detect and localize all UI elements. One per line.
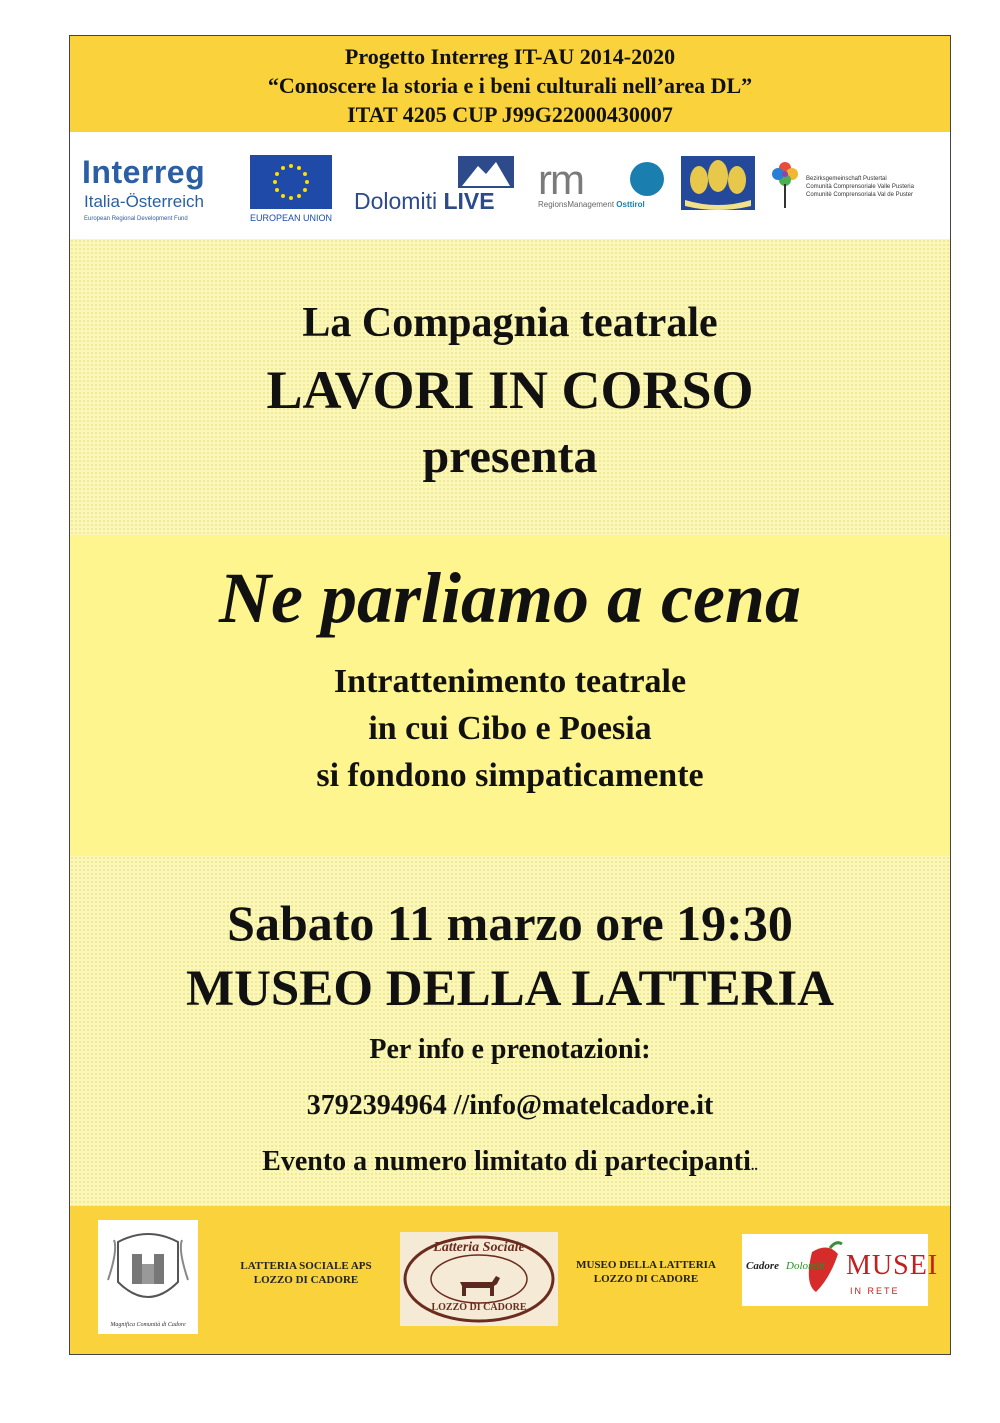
latteria-stamp-logo [400, 1232, 558, 1326]
company-name: LAVORI IN CORSO [266, 360, 754, 420]
show-tagline-2: in cui Cibo e Poesia [368, 710, 652, 747]
project-code: ITAT 4205 CUP J99G22000430007 [347, 102, 673, 127]
dolomiti-wordmark: Dolomiti [354, 188, 438, 214]
stamp-bottom-text: LOZZO DI CADORE [431, 1302, 527, 1313]
latteria-line-1: LATTERIA SOCIALE APS [240, 1260, 372, 1272]
bz-line-2: Comunità Comprensoriale Valle Pusteria [806, 184, 914, 190]
osttirol-badge-icon [630, 162, 664, 196]
project-header [70, 36, 950, 132]
show-section [70, 535, 950, 856]
musei-cadore: Cadore [746, 1260, 779, 1272]
latteria-sociale-label [230, 1259, 382, 1287]
bz-line-1: Bezirksgemeinschaft Pustertal [806, 176, 887, 182]
musei-in-rete: IN RETE [850, 1286, 900, 1296]
poster [69, 35, 951, 1355]
latteria-line-2: LOZZO DI CADORE [253, 1274, 359, 1286]
partner-logos [70, 132, 950, 239]
contact-info[interactable]: 3792394964 //info@matelcadore.it [306, 1090, 714, 1121]
bz-line-3: Comunitè Comprensoriala Val de Puster [806, 192, 913, 198]
musei-dolomiti: Dolomiti [786, 1260, 826, 1272]
limited-notice-tail: .. [750, 1159, 758, 1174]
musei-wordmark: MUSEI [846, 1250, 939, 1281]
show-tagline-3: si fondono simpaticamente [316, 757, 704, 794]
intro-section [70, 239, 950, 535]
interreg-fund-caption: European Regional Development Fund [84, 216, 188, 222]
osttirol-caption: Osttirol [616, 200, 645, 209]
info-label: Per info e prenotazioni: [369, 1034, 651, 1065]
show-tagline-1: Intrattenimento teatrale [333, 663, 687, 700]
coat-of-arms-icon [98, 1220, 198, 1320]
musei-in-rete-logo [742, 1234, 939, 1306]
flower-icon [770, 160, 800, 210]
rm-caption: RegionsManagement [538, 200, 615, 209]
museo-line-2: LOZZO DI CADORE [593, 1273, 699, 1285]
magnifica-comunita-logo [98, 1220, 198, 1334]
interreg-wordmark: Interreg [82, 154, 206, 190]
event-section [70, 856, 950, 1206]
stamp-top-text: Latteria Sociale [433, 1240, 525, 1255]
show-title: Ne parliamo a cena [219, 558, 801, 638]
presents-label: presenta [422, 430, 598, 483]
alto-bellunese-logo [681, 156, 755, 210]
event-date: Sabato 11 marzo ore 19:30 [227, 895, 793, 951]
event-venue: MUSEO DELLA LATTERIA [185, 961, 835, 1017]
museo-latteria-label [566, 1258, 726, 1286]
interreg-region: Italia-Österreich [84, 192, 204, 211]
company-label: La Compagnia teatrale [302, 300, 718, 346]
rm-wordmark: rm [538, 156, 583, 203]
magnifica-caption: Magnifica Comunità di Cadore [110, 1322, 186, 1328]
limited-notice: Evento a numero limitato di partecipanti [262, 1146, 751, 1177]
museo-line-1: MUSEO DELLA LATTERIA [576, 1259, 716, 1271]
mountain-icon [458, 156, 514, 188]
live-wordmark: LIVE [443, 188, 495, 214]
project-subtitle: “Conoscere la storia e i beni culturali nell’area DL” [267, 73, 753, 98]
footer-sponsors [70, 1206, 950, 1355]
eu-flag-icon [250, 155, 332, 209]
eu-caption: EUROPEAN UNION [250, 213, 333, 223]
project-title: Progetto Interreg IT-AU 2014-2020 [344, 44, 676, 69]
